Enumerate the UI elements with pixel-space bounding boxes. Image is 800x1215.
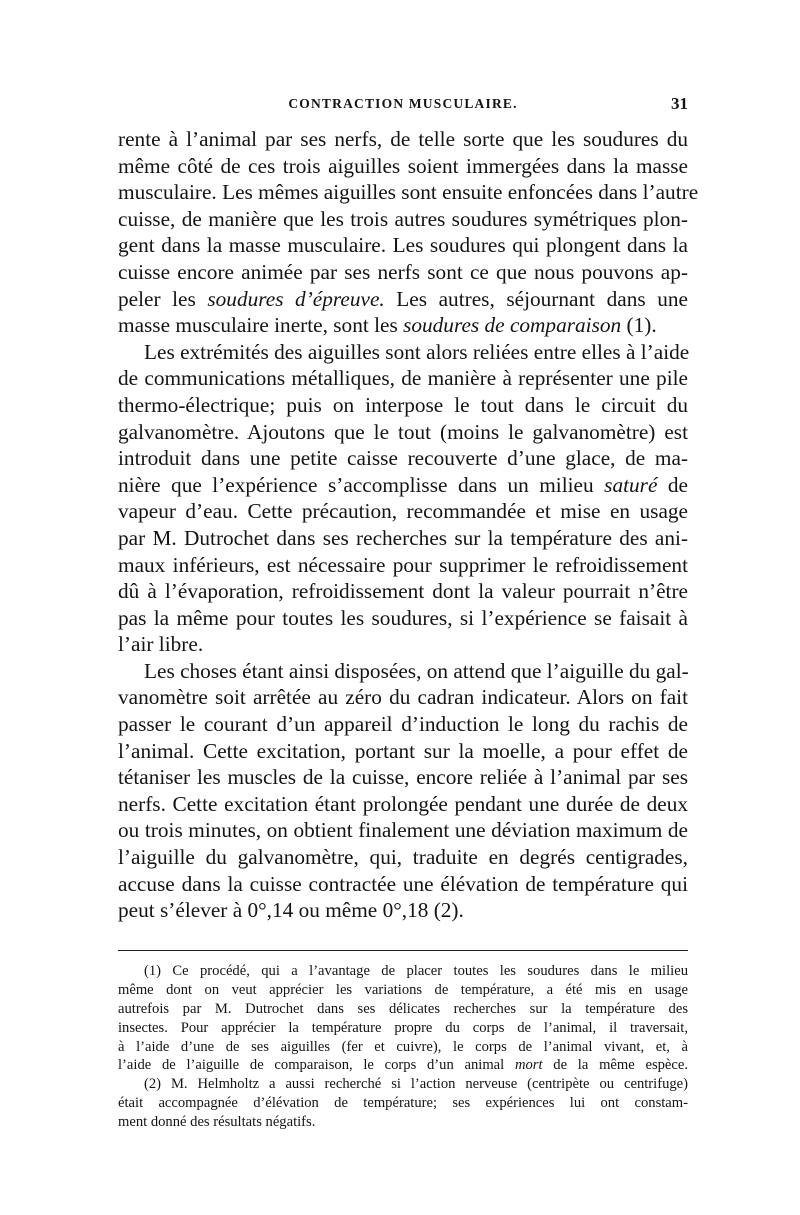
text-run: de (657, 472, 688, 497)
footnote-line: ment donné des résultats négatifs. (118, 1114, 316, 1131)
italic-term: saturé (604, 472, 658, 497)
text-line: gent dans la masse musculaire. Les soudures qui plongent dans la (118, 233, 688, 258)
text-line: introduit dans une petite caisse recouverte d’une glace, de ma- (118, 446, 688, 471)
text-line: tétaniser les muscles de la cuisse, encore reliée à l’animal par ses (118, 765, 688, 790)
text-line (118, 472, 688, 499)
footnote-ref: (1). (621, 313, 657, 338)
footnote-line: autrefois par M. Dutrochet dans ses délicates recherches sur la température des (118, 1000, 688, 1017)
text-line: cuisse, de manière que les trois autres soudures symétriques plon- (118, 206, 688, 231)
running-title: CONTRACTION MUSCULAIRE. (288, 96, 518, 111)
body-text (118, 126, 699, 924)
text-run: Les autres, séjournant dans une (384, 286, 688, 311)
text-line: l’animal. Cette excitation, portant sur la moelle, a pour effet de (118, 738, 688, 763)
text-line: passer le courant d’un appareil d’induction le long du rachis de (118, 712, 688, 737)
text-run: nière que l’expérience s’accomplisse dans un milieu (118, 472, 605, 497)
text-line: de communications métalliques, de manière à représenter une pile (118, 366, 688, 391)
footnote-line (118, 1056, 688, 1075)
text-line: même côté de ces trois aiguilles soient immergées dans la masse (118, 153, 688, 178)
text-line: vapeur d’eau. Cette précaution, recommandée et mise en usage (118, 499, 688, 524)
text-line (118, 286, 688, 313)
paragraph-first-line: Les extrémités des aiguilles sont alors reliées entre elles à l’aide (144, 339, 690, 364)
footnote-line: était accompagnée d’élévation de température; ses expériences lui ont constam- (118, 1095, 688, 1112)
text-line: accuse dans la cuisse contractée une élévation de température qui (118, 871, 688, 896)
page-header (118, 96, 688, 120)
text-line: l’air libre. (118, 632, 204, 657)
italic-term: soudures d’épreuve. (207, 286, 385, 311)
text-line: musculaire. Les mêmes aiguilles sont ensuite enfoncées dans l’autre (118, 180, 699, 205)
text-line: rente à l’animal par ses nerfs, de telle sorte que les soudures du (118, 127, 688, 151)
footnotes (118, 962, 688, 1132)
text-line: thermo-électrique; puis on interpose le tout dans le circuit du (118, 392, 688, 417)
italic-term: mort (514, 1057, 543, 1074)
text-run: masse musculaire inerte, sont les (118, 313, 404, 338)
footnote-1-first-line: (1) Ce procédé, qui a l’avantage de placer toutes les soudures dans le milieu (144, 963, 688, 979)
text-line: peut s’élever à 0°,14 ou même 0°,18 (2). (118, 898, 464, 923)
text-line: dû à l’évaporation, refroidissement dont la valeur pourrait n’être (118, 579, 688, 604)
footnote-2-first-line: (2) M. Helmholtz a aussi recherché si l’action nerveuse (centripète ou centrifuge) (144, 1076, 688, 1093)
text-run: de la même espèce. (542, 1057, 688, 1074)
text-line: maux inférieurs, est nécessaire pour supprimer le refroidissement (118, 552, 688, 577)
italic-term: soudures de comparaison (403, 313, 622, 338)
text-line: vanomètre soit arrêtée au zéro du cadran indicateur. Alors on fait (118, 685, 688, 710)
text-line: cuisse encore animée par ses nerfs sont ce que nous pouvons ap- (118, 259, 688, 284)
text-line: nerfs. Cette excitation étant prolongée pendant une durée de deux (118, 791, 688, 816)
text-line: ou trois minutes, on obtient finalement une déviation maximum de (118, 818, 688, 843)
page-number: 31 (671, 94, 688, 113)
footnote-line: même dont on veut apprécier les variations de température, a été mis en usage (118, 981, 688, 998)
text-line (118, 312, 688, 339)
paragraph-first-line: Les choses étant ainsi disposées, on attend que l’aiguille du gal- (144, 658, 689, 683)
footnote-line: à l’aide d’une de ses aiguilles (fer et cuivre), le corps de l’animal vivant, et, à (118, 1038, 688, 1055)
text-line: l’aiguille du galvanomètre, qui, traduite en degrés centigrades, (118, 845, 688, 870)
text-line: galvanomètre. Ajoutons que le tout (moins le galvanomètre) est (118, 419, 688, 444)
footnote-line: insectes. Pour apprécier la température propre du corps de l’animal, il traversait, (118, 1019, 688, 1036)
text-line: pas la même pour toutes les soudures, si l’expérience se faisait à (118, 605, 688, 630)
text-run: l’aide de l’aiguille de comparaison, le corps d’un animal (118, 1057, 515, 1074)
text-run: peler les (118, 286, 208, 311)
footnote-rule (118, 950, 688, 951)
text-line: par M. Dutrochet dans ses recherches sur la température des ani- (118, 525, 688, 550)
